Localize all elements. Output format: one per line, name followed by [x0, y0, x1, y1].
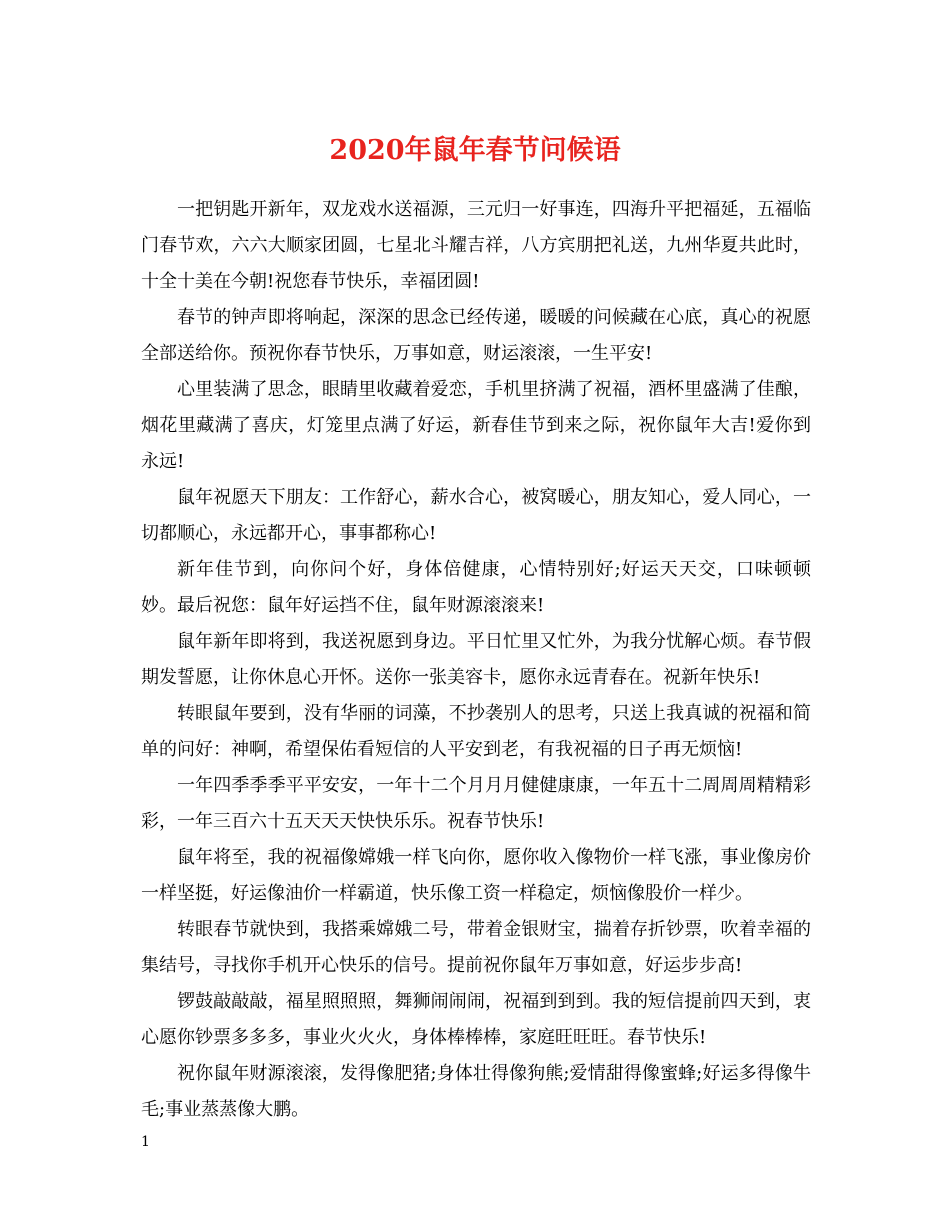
paragraph-2: 春节的钟声即将响起，深深的思念已经传递，暖暖的问候藏在心底，真心的祝愿全部送给你。预祝你春节快乐，万事如意，财运滚滚，一生平安!: [141, 307, 811, 364]
paragraph-7: 转眼鼠年要到，没有华丽的词藻，不抄袭别人的思考，只送上我真诚的祝福和简单的问好：神啊，希望保佑看短信的人平安到老，有我祝福的日子再无烦恼!: [141, 703, 811, 760]
paragraph-9: 鼠年将至，我的祝福像嫦娥一样飞向你，愿你收入像物价一样飞涨，事业像房价一样坚挺，好运像油价一样霸道，快乐像工资一样稳定，烦恼像股价一样少。: [141, 847, 811, 904]
paragraph-3: 心里装满了思念，眼睛里收藏着爱恋，手机里挤满了祝福，酒杯里盛满了佳酿，烟花里藏满了喜庆，灯笼里点满了好运，新春佳节到来之际，祝你鼠年大吉!爱你到永远!: [141, 379, 811, 472]
paragraph-6: 鼠年新年即将到，我送祝愿到身边。平日忙里又忙外，为我分忧解心烦。春节假期发誓愿，让你休息心开怀。送你一张美容卡，愿你永远青春在。祝新年快乐!: [141, 631, 811, 688]
paragraph-10: 转眼春节就快到，我搭乘嫦娥二号，带着金银财宝，揣着存折钞票，吹着幸福的集结号，寻找你手机开心快乐的信号。提前祝你鼠年万事如意，好运步步高!: [141, 919, 811, 976]
paragraph-1: 一把钥匙开新年，双龙戏水送福源，三元归一好事连，四海升平把福延，五福临门春节欢，六六大顺家团圆，七星北斗耀吉祥，八方宾朋把礼送，九州华夏共此时，十全十美在今朝!祝您春节快乐，幸福团圆!: [141, 199, 811, 292]
document-body: [141, 192, 811, 1128]
paragraph-8: 一年四季季季平平安安，一年十二个月月月健健康康，一年五十二周周周精精彩彩，一年三百六十五天天天快快乐乐。祝春节快乐!: [141, 775, 811, 832]
paragraph-4: 鼠年祝愿天下朋友：工作舒心，薪水合心，被窝暖心，朋友知心，爱人同心，一切都顺心，永远都开心，事事都称心!: [141, 487, 811, 544]
page-title: 2020年鼠年春节问候语: [329, 135, 621, 166]
page-number: 1: [141, 1134, 150, 1150]
paragraph-12: 祝你鼠年财源滚滚，发得像肥猪;身体壮得像狗熊;爱情甜得像蜜蜂;好运多得像牛毛;事业蒸蒸像大鹏。: [141, 1063, 811, 1120]
paragraph-5: 新年佳节到，向你问个好，身体倍健康，心情特别好;好运天天交，口味顿顿妙。最后祝您：鼠年好运挡不住，鼠年财源滚滚来!: [141, 559, 811, 616]
paragraph-11: 锣鼓敲敲敲，福星照照照，舞狮闹闹闹，祝福到到到。我的短信提前四天到，衷心愿你钞票多多多，事业火火火，身体棒棒棒，家庭旺旺旺。春节快乐!: [141, 991, 811, 1048]
